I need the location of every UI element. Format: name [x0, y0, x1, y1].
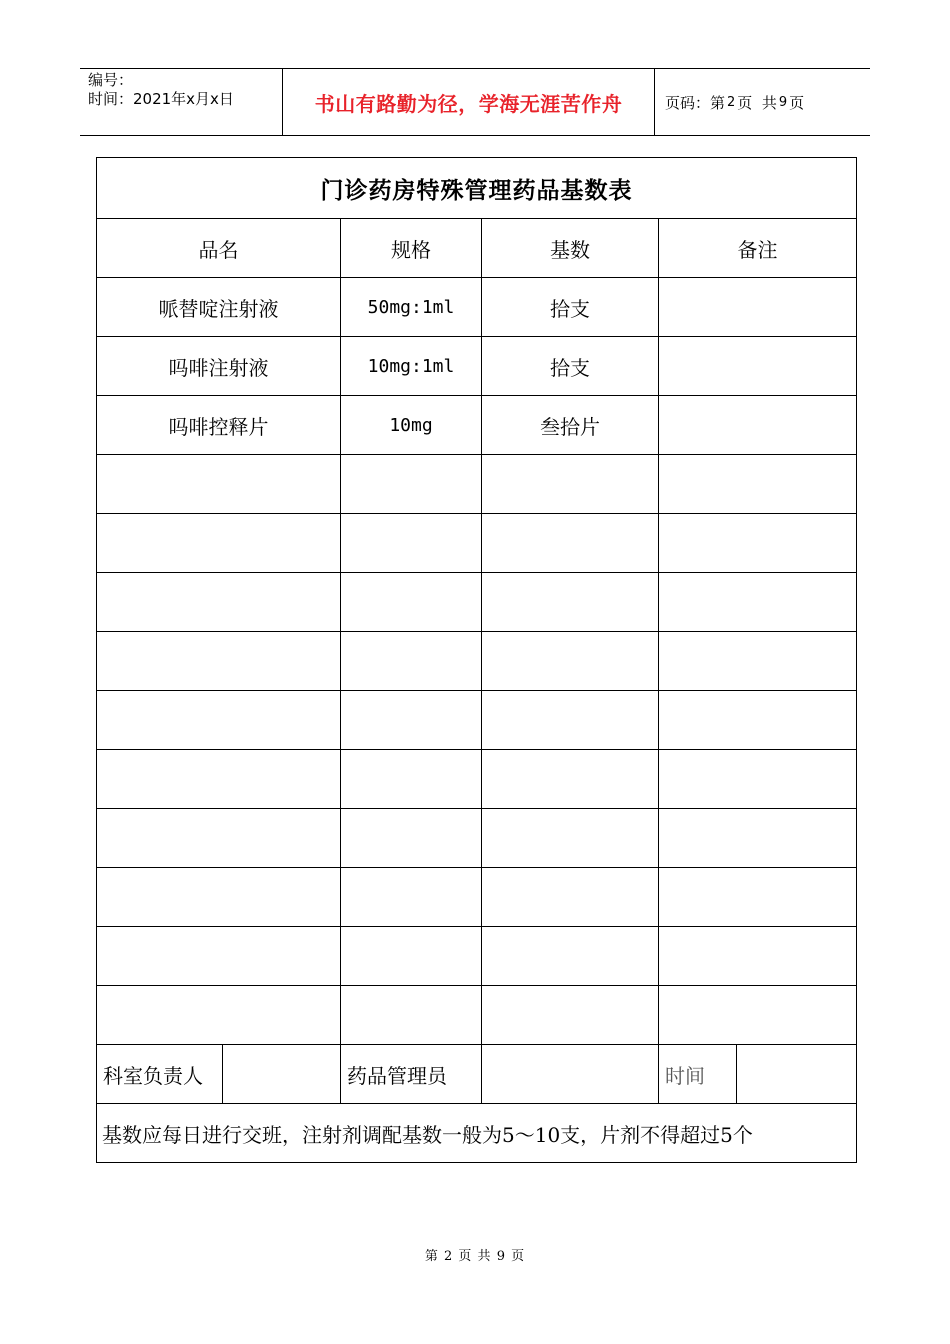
- cell-base-qty: [482, 514, 659, 573]
- cell-remarks: [659, 750, 857, 809]
- cell-name: [97, 514, 341, 573]
- column-header-spec: 规格: [341, 219, 482, 278]
- table-note: 基数应每日进行交班，注射剂调配基数一般为5～10支，片剂不得超过5个: [97, 1104, 857, 1163]
- page-prefix: 页码：第: [665, 93, 726, 112]
- cell-name: 吗啡控释片: [97, 396, 341, 455]
- note-row: [97, 1104, 857, 1163]
- table-row: [97, 632, 857, 691]
- cell-remarks: [659, 927, 857, 986]
- cell-name: [97, 809, 341, 868]
- document-header: [80, 68, 870, 136]
- table-title-row: [97, 158, 857, 219]
- page-mid: 页 共: [737, 93, 777, 112]
- page-suffix: 页: [789, 93, 805, 112]
- cell-base-qty: [482, 573, 659, 632]
- page-current: 2: [727, 94, 736, 110]
- cell-name: [97, 750, 341, 809]
- table-row: [97, 750, 857, 809]
- cell-spec: [341, 573, 482, 632]
- cell-remarks: [659, 691, 857, 750]
- date-label: 时间：2021年x月x日: [88, 90, 234, 108]
- cell-remarks: [659, 809, 857, 868]
- cell-name: [97, 573, 341, 632]
- cell-spec: [341, 868, 482, 927]
- cell-base-qty: 拾支: [482, 278, 659, 337]
- time-field[interactable]: [737, 1045, 857, 1104]
- table-row: [97, 868, 857, 927]
- cell-base-qty: [482, 868, 659, 927]
- drug-base-table: [96, 157, 857, 1163]
- page-total: 9: [778, 94, 788, 110]
- cell-remarks: [659, 986, 857, 1045]
- table-header-row: [97, 219, 857, 278]
- cell-spec: [341, 750, 482, 809]
- cell-remarks: [659, 868, 857, 927]
- cell-base-qty: [482, 691, 659, 750]
- table-row: [97, 691, 857, 750]
- table-row: [97, 455, 857, 514]
- cell-name: [97, 986, 341, 1045]
- cell-remarks: [659, 514, 857, 573]
- cell-base-qty: 拾支: [482, 337, 659, 396]
- column-header-remarks: 备注: [659, 219, 857, 278]
- cell-name: [97, 691, 341, 750]
- cell-spec: [341, 986, 482, 1045]
- cell-name: [97, 868, 341, 927]
- table-row: [97, 396, 857, 455]
- cell-base-qty: [482, 986, 659, 1045]
- cell-remarks: [659, 573, 857, 632]
- table-title: 门诊药房特殊管理药品基数表: [97, 158, 857, 219]
- table-row: [97, 573, 857, 632]
- cell-base-qty: 叁拾片: [482, 396, 659, 455]
- cell-base-qty: [482, 750, 659, 809]
- cell-remarks: [659, 396, 857, 455]
- dept-head-label: 科室负责人: [97, 1045, 223, 1104]
- cell-remarks: [659, 632, 857, 691]
- table-row: [97, 337, 857, 396]
- cell-spec: [341, 514, 482, 573]
- number-label: 编号：: [88, 71, 134, 89]
- header-page-number: [655, 69, 870, 135]
- cell-spec: 50mg:1ml: [341, 278, 482, 337]
- cell-base-qty: [482, 809, 659, 868]
- header-meta: [80, 69, 282, 135]
- cell-spec: 10mg: [341, 396, 482, 455]
- cell-spec: [341, 927, 482, 986]
- cell-remarks: [659, 278, 857, 337]
- table-row: [97, 927, 857, 986]
- cell-base-qty: [482, 632, 659, 691]
- signature-row: [97, 1045, 857, 1104]
- cell-remarks: [659, 455, 857, 514]
- table-row: [97, 986, 857, 1045]
- table-row: [97, 514, 857, 573]
- cell-name: [97, 927, 341, 986]
- cell-name: [97, 632, 341, 691]
- column-header-name: 品名: [97, 219, 341, 278]
- page-footer: 第 2 页 共 9 页: [424, 1249, 526, 1264]
- cell-spec: [341, 455, 482, 514]
- cell-spec: [341, 632, 482, 691]
- drug-manager-label: 药品管理员: [341, 1045, 482, 1104]
- cell-name: 哌替啶注射液: [97, 278, 341, 337]
- time-label: 时间: [659, 1045, 737, 1104]
- cell-spec: 10mg:1ml: [341, 337, 482, 396]
- cell-name: 吗啡注射液: [97, 337, 341, 396]
- cell-spec: [341, 691, 482, 750]
- column-header-base-qty: 基数: [482, 219, 659, 278]
- table-row: [97, 809, 857, 868]
- header-motto: 书山有路勤为径，学海无涯苦作舟: [282, 69, 655, 135]
- cell-spec: [341, 809, 482, 868]
- dept-head-field[interactable]: [223, 1045, 341, 1104]
- table-row: [97, 278, 857, 337]
- drug-manager-field[interactable]: [482, 1045, 659, 1104]
- cell-name: [97, 455, 341, 514]
- cell-base-qty: [482, 927, 659, 986]
- cell-remarks: [659, 337, 857, 396]
- cell-base-qty: [482, 455, 659, 514]
